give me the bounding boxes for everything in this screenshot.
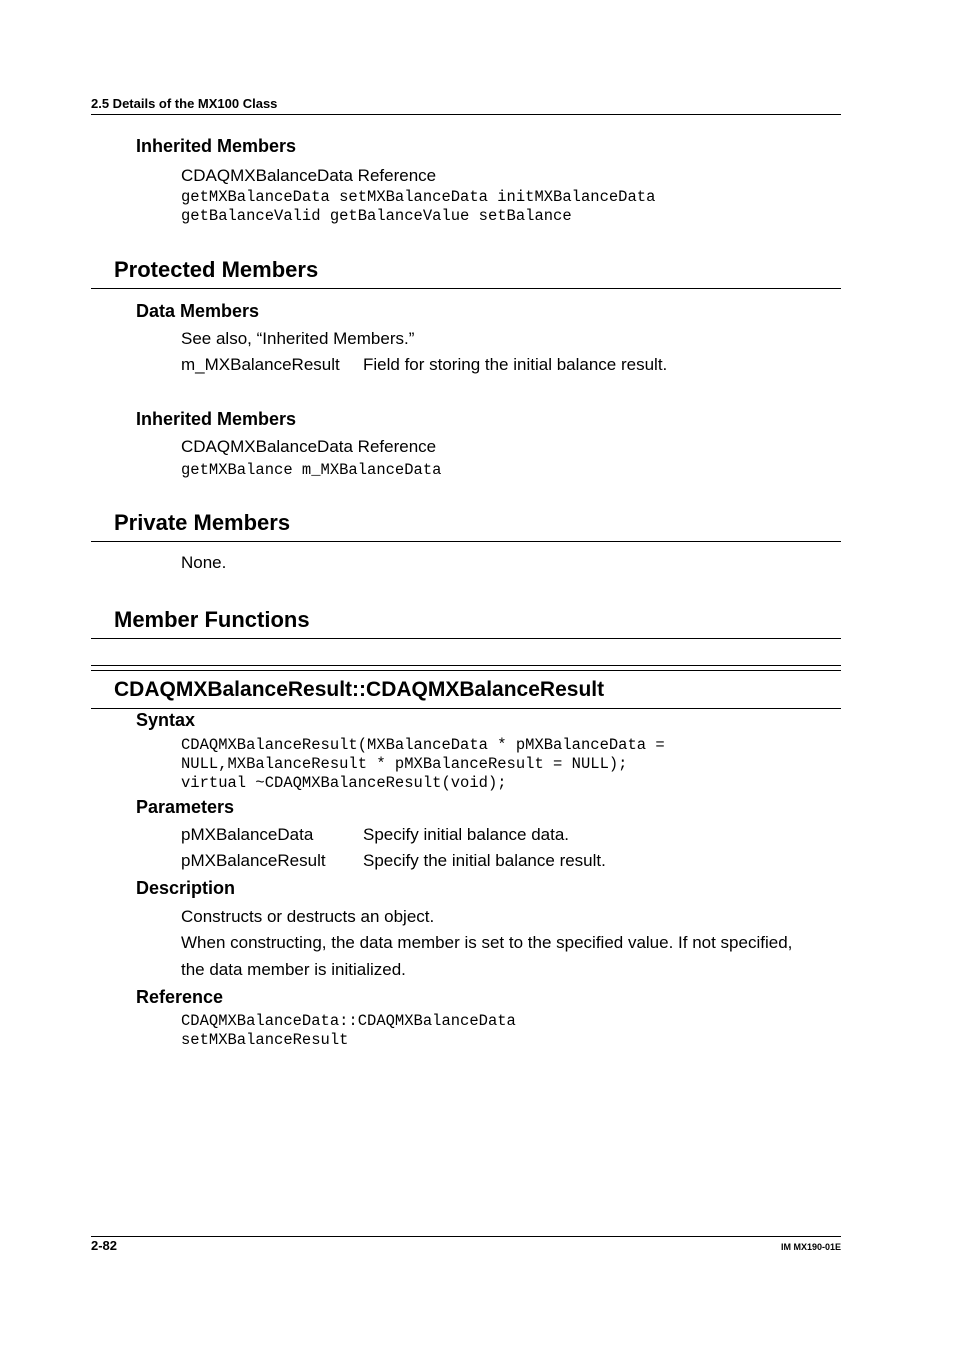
reference-line: CDAQMXBalanceData::CDAQMXBalanceData [181, 1012, 516, 1030]
function-title: CDAQMXBalanceResult::CDAQMXBalanceResult [114, 678, 605, 701]
page-number: 2-82 [91, 1238, 118, 1253]
syntax-heading: Syntax [136, 710, 196, 730]
inherited-code-line: getMXBalance m_MXBalanceData [181, 461, 442, 479]
parameter-name: pMXBalanceResult [181, 851, 326, 870]
section-header: 2.5 Details of the MX100 Class [91, 96, 278, 111]
parameters-heading: Parameters [136, 797, 235, 817]
section-rule [91, 541, 841, 542]
function-double-rule-top [91, 665, 841, 666]
description-heading: Description [136, 878, 236, 898]
inherited-code-line: getMXBalanceData setMXBalanceData initMXBalanceData [181, 188, 656, 206]
member-functions-heading: Member Functions [114, 607, 310, 632]
document-id: IM MX190-01E [780, 1242, 841, 1252]
header-rule [91, 114, 841, 115]
parameter-name: pMXBalanceData [181, 825, 314, 844]
syntax-line: CDAQMXBalanceResult(MXBalanceData * pMXBalanceData = [181, 736, 665, 754]
inherited-reference: CDAQMXBalanceData Reference [181, 437, 437, 456]
data-members-heading: Data Members [136, 301, 260, 321]
function-title-rule [91, 708, 841, 709]
section-rule [91, 288, 841, 289]
inherited-members-heading: Inherited Members [136, 409, 297, 429]
inherited-code-line: getBalanceValid getBalanceValue setBalance [181, 207, 572, 225]
description-line: Constructs or destructs an object. [181, 907, 435, 926]
description-line: the data member is initialized. [181, 960, 406, 979]
private-members-text: None. [181, 553, 227, 572]
description-line: When constructing, the data member is set to the specified value. If not specified, [181, 933, 793, 952]
member-description: Field for storing the initial balance result. [363, 355, 668, 374]
reference-line: setMXBalanceResult [181, 1031, 349, 1049]
parameter-description: Specify initial balance data. [363, 825, 570, 844]
reference-heading: Reference [136, 987, 224, 1007]
parameter-description: Specify the initial balance result. [363, 851, 606, 870]
inherited-members-heading: Inherited Members [136, 136, 297, 156]
section-rule [91, 638, 841, 639]
see-also-text: See also, “Inherited Members.” [181, 329, 415, 348]
protected-members-heading: Protected Members [114, 257, 319, 282]
syntax-line: virtual ~CDAQMXBalanceResult(void); [181, 774, 507, 792]
function-double-rule-bottom [91, 670, 841, 671]
inherited-reference: CDAQMXBalanceData Reference [181, 166, 437, 185]
member-name: m_MXBalanceResult [181, 355, 340, 374]
private-members-heading: Private Members [114, 510, 291, 535]
syntax-line: NULL,MXBalanceResult * pMXBalanceResult = NULL); [181, 755, 628, 773]
footer-rule [91, 1236, 841, 1237]
